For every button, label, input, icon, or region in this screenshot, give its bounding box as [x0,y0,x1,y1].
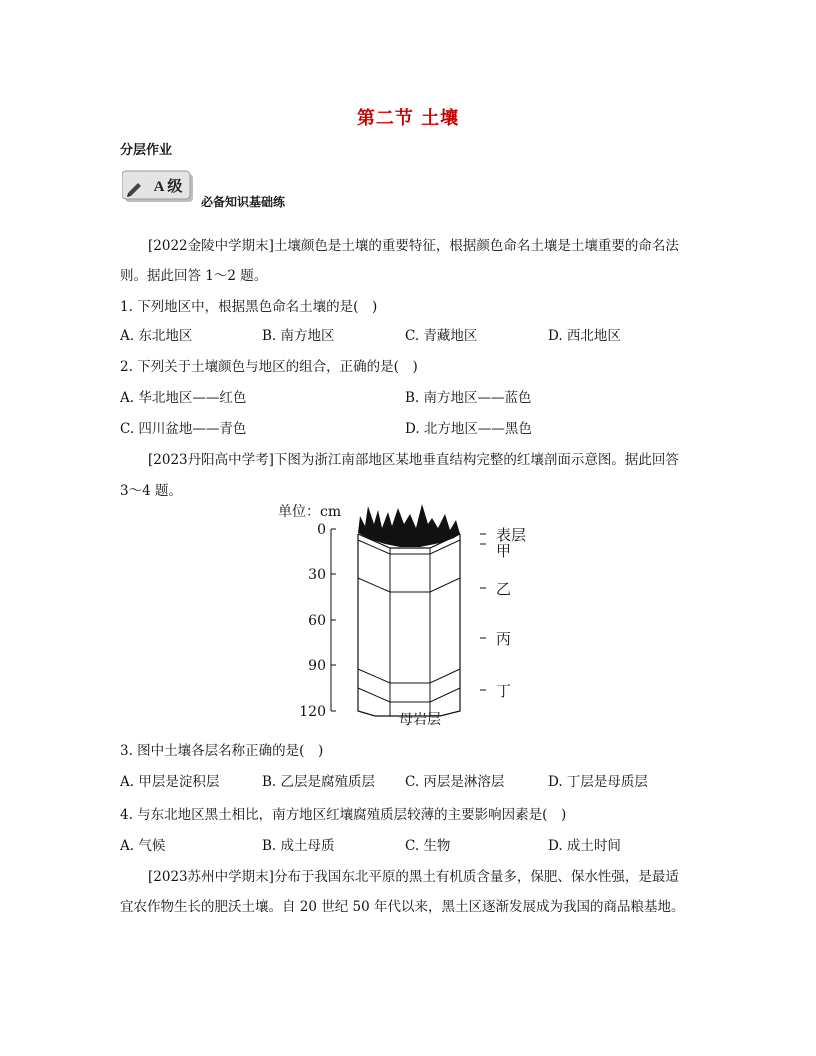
q3-option-b[interactable]: B. 乙层是腐殖质层 [262,774,376,790]
section-heading: 分层作业 [120,143,173,158]
q3-option-c[interactable]: C. 丙层是淋溶层 [405,774,505,790]
soil-profile-figure [270,498,550,738]
depth-tick-0: 0 [317,522,326,538]
depth-tick-90: 90 [308,658,326,674]
intro1-line1: [2022金陵中学期末]土壤颜色是土壤的重要特征，根据颜色命名土壤是土壤重要的命名法 [148,238,679,254]
depth-tick-60: 60 [308,613,326,629]
q3-stem: 3. 图中土壤各层名称正确的是( ) [120,743,324,759]
intro2-line2: 3～4 题。 [120,483,182,499]
q4-option-c[interactable]: C. 生物 [405,838,451,854]
q1-option-b[interactable]: B. 南方地区 [262,328,335,344]
q1-stem: 1. 下列地区中，根据黑色命名土壤的是( ) [120,299,378,315]
q4-option-a[interactable]: A. 气候 [120,838,166,854]
q1-option-d[interactable]: D. 西北地区 [548,328,621,344]
q2-option-d[interactable]: D. 北方地区——黑色 [405,421,532,437]
q4-option-b[interactable]: B. 成土母质 [262,838,335,854]
level-badge-label: 必备知识基础练 [201,195,286,209]
q2-option-c[interactable]: C. 四川盆地——青色 [120,421,247,437]
q1-option-a[interactable]: A. 东北地区 [120,328,193,344]
layer-label-ding: 丁 [496,682,512,700]
layer-label-yi: 乙 [496,580,512,598]
q4-stem: 4. 与东北地区黑土相比，南方地区红壤腐殖质层较薄的主要影响因素是( ) [120,807,567,823]
q3-option-d[interactable]: D. 丁层是母质层 [548,774,648,790]
intro3-line2: 宜农作物生长的肥沃土壤。自 20 世纪 50 年代以来，黑土区逐渐发展成为我国的商品粮基地。 [120,899,685,915]
depth-tick-30: 30 [308,567,326,583]
layer-label-jia: 甲 [496,542,512,560]
q2-option-a[interactable]: A. 华北地区——红色 [120,390,247,406]
q2-stem: 2. 下列关于土壤颜色与地区的组合，正确的是( ) [120,359,418,375]
level-badge [122,170,196,204]
intro3-line1: [2023苏州中学期末]分布于我国东北平原的黑土有机质含量多，保肥、保水性强，是最适 [148,869,679,885]
profile-column [358,534,460,716]
intro2-line1: [2023丹阳高中学考]下图为浙江南部地区某地垂直结构完整的红壤剖面示意图。据此回答 [148,452,679,468]
layer-label-surface: 表层 [496,526,527,544]
q2-option-b[interactable]: B. 南方地区——蓝色 [405,390,532,406]
q4-option-d[interactable]: D. 成土时间 [548,838,621,854]
level-badge-text: A 级 [153,179,183,195]
layer-label-bing: 丙 [496,630,512,648]
bedrock-label: 母岩层 [399,712,441,728]
page-title: 第二节 土壤 [356,108,460,129]
figure-unit-label: 单位：cm [278,504,342,520]
q1-option-c[interactable]: C. 青藏地区 [405,328,478,344]
depth-tick-120: 120 [299,704,326,720]
q3-option-a[interactable]: A. 甲层是淀积层 [120,774,220,790]
intro1-line2: 则。据此回答 1～2 题。 [120,268,268,284]
